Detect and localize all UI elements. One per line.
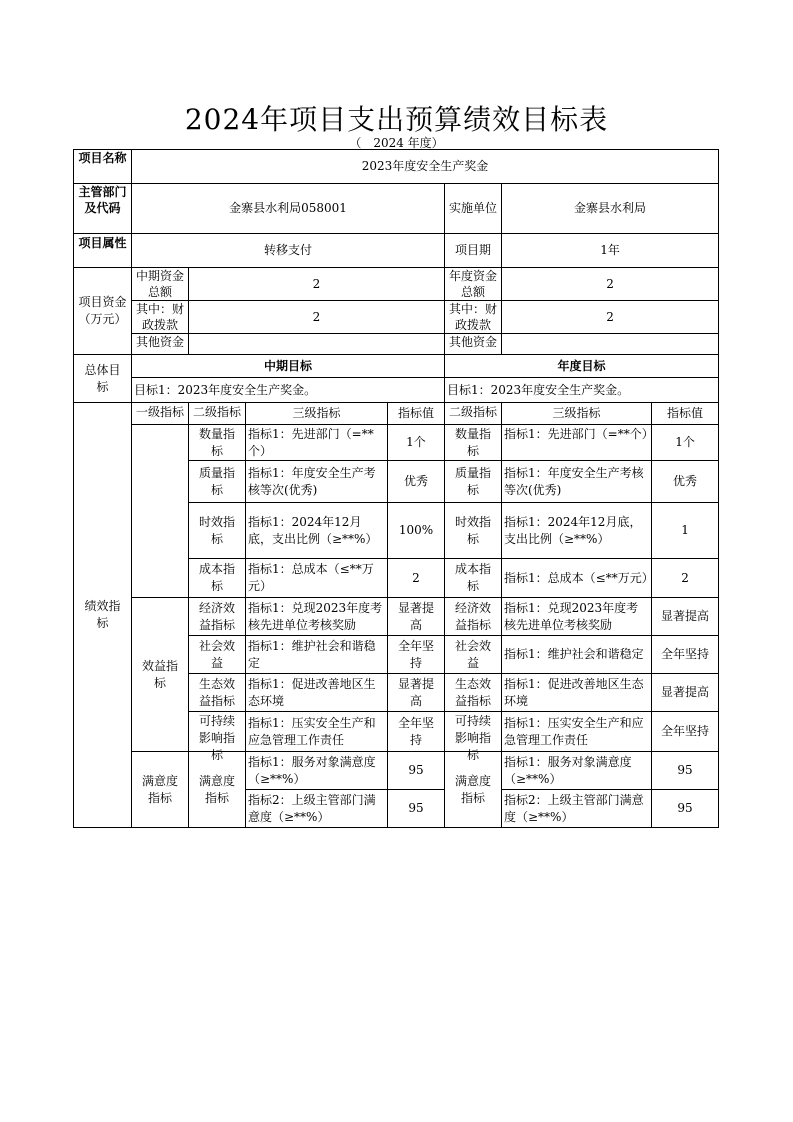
annual-l2-cell: 质量指标 xyxy=(445,461,502,503)
l2-cell: 数量指标 xyxy=(189,425,246,461)
annual-indicator: 指标1：总成本（≤**万元） xyxy=(502,559,652,598)
annual-other-value xyxy=(502,334,719,355)
period-label: 项目期 xyxy=(445,234,502,268)
h-level2-annual: 二级指标 xyxy=(445,403,502,425)
annual-l2-cell: 生态效益指标 xyxy=(445,674,502,712)
h-level1: 一级指标 xyxy=(132,403,189,425)
annual-indicator: 指标1：兑现2023年度考核先进单位考核奖励 xyxy=(502,598,652,636)
mid-value: 全年坚持 xyxy=(388,712,445,752)
annual-value: 1个 xyxy=(652,425,719,461)
cat-output xyxy=(132,425,189,598)
l2-cell: 质量指标 xyxy=(189,461,246,503)
annual-value: 显著提高 xyxy=(652,674,719,712)
attr-value: 转移支付 xyxy=(132,234,445,268)
mid-total-value: 2 xyxy=(189,268,445,301)
funds-label: 项目资金（万元） xyxy=(74,268,132,355)
mid-goal-header: 中期目标 xyxy=(132,355,445,378)
mid-indicator: 指标1：2024年12月底，支出比例（≥**%） xyxy=(246,503,388,559)
page-title: 2024年项目支出预算绩效目标表 xyxy=(184,103,609,136)
l2-cell: 时效指标 xyxy=(189,503,246,559)
annual-l2-cell: 数量指标 xyxy=(445,425,502,461)
annual-value: 全年坚持 xyxy=(652,712,719,752)
mid-fiscal-label: 其中：财政拨款 xyxy=(132,301,189,334)
annual-indicator: 指标1：先进部门（=**个） xyxy=(502,425,652,461)
mid-other-label: 其他资金 xyxy=(132,334,189,355)
mid-value: 显著提高 xyxy=(388,598,445,636)
mid-value: 全年坚持 xyxy=(388,636,445,674)
cat-satisfaction: 满意度指标 xyxy=(132,752,189,828)
annual-l2-cell: 经济效益指标 xyxy=(445,598,502,636)
mid-indicator: 指标1：先进部门（=**个） xyxy=(246,425,388,461)
mid-value: 显著提高 xyxy=(388,674,445,712)
project-name-label: 项目名称 xyxy=(74,150,132,184)
annual-l2-cell: 时效指标 xyxy=(445,503,502,559)
l2-cell: 社会效益 xyxy=(189,636,246,674)
annual-goal-header: 年度目标 xyxy=(445,355,719,378)
mid-indicator: 指标1：总成本（≤**万元） xyxy=(246,559,388,598)
annual-indicator: 指标1：维护社会和谐稳定 xyxy=(502,636,652,674)
annual-value: 显著提高 xyxy=(652,598,719,636)
annual-other-label: 其他资金 xyxy=(445,334,502,355)
mid-indicator: 指标1：兑现2023年度考核先进单位考核奖励 xyxy=(246,598,388,636)
annual-indicator: 指标1：2024年12月底，支出比例（≥**%） xyxy=(502,503,652,559)
h-value-mid: 指标值 xyxy=(388,403,445,425)
annual-fiscal-value: 2 xyxy=(502,301,719,334)
impl-value: 金寨县水利局 xyxy=(502,184,719,234)
dept-label: 主管部门及代码 xyxy=(74,184,132,234)
h-value-annual: 指标值 xyxy=(652,403,719,425)
annual-total-label: 年度资金总额 xyxy=(445,268,502,301)
budget-performance-grid xyxy=(73,149,719,828)
mid-value: 95 xyxy=(388,752,445,790)
mid-other-value xyxy=(189,334,445,355)
annual-value: 95 xyxy=(652,790,719,828)
mid-indicator: 指标1：压实安全生产和应急管理工作责任 xyxy=(246,712,388,752)
h-level3-annual: 三级指标 xyxy=(502,403,652,425)
mid-value: 1个 xyxy=(388,425,445,461)
attr-label: 项目属性 xyxy=(74,234,132,268)
mid-indicator: 指标1：维护社会和谐稳定 xyxy=(246,636,388,674)
l2-cell: 生态效益指标 xyxy=(189,674,246,712)
annual-l2-cell: 成本指标 xyxy=(445,559,502,598)
period-value: 1年 xyxy=(502,234,719,268)
annual-value: 2 xyxy=(652,559,719,598)
annual-value: 1 xyxy=(652,503,719,559)
mid-value: 100% xyxy=(388,503,445,559)
mid-total-label: 中期资金总额 xyxy=(132,268,189,301)
cat-benefit: 效益指标 xyxy=(132,598,189,752)
annual-value: 全年坚持 xyxy=(652,636,719,674)
mid-indicator: 指标2：上级主管部门满意度（≥**%） xyxy=(246,790,388,828)
overall-label: 总体目标 xyxy=(74,355,132,403)
l2-cell: 经济效益指标 xyxy=(189,598,246,636)
l2-cell: 可持续影响指标 xyxy=(189,712,246,752)
annual-total-value: 2 xyxy=(502,268,719,301)
dept-value: 金寨县水利局058001 xyxy=(132,184,445,234)
project-name-value: 2023年度安全生产奖金 xyxy=(132,150,719,184)
mid-indicator: 指标1：促进改善地区生态环境 xyxy=(246,674,388,712)
annual-l2-cell: 可持续影响指标 xyxy=(445,712,502,752)
annual-indicator: 指标1：年度安全生产考核等次(优秀) xyxy=(502,461,652,503)
annual-indicator: 指标1：促进改善地区生态环境 xyxy=(502,674,652,712)
annual-value: 95 xyxy=(652,752,719,790)
l2-cell: 满意度指标 xyxy=(189,752,246,828)
mid-goal-text: 目标1：2023年度安全生产奖金。 xyxy=(132,378,445,403)
page-subtitle: （ 2024 年度） xyxy=(349,136,444,150)
mid-value: 2 xyxy=(388,559,445,598)
impl-label: 实施单位 xyxy=(445,184,502,234)
annual-fiscal-label: 其中：财政拨款 xyxy=(445,301,502,334)
annual-indicator: 指标2：上级主管部门满意度（≥**%） xyxy=(502,790,652,828)
h-level3-mid: 三级指标 xyxy=(246,403,388,425)
mid-indicator: 指标1：年度安全生产考核等次(优秀) xyxy=(246,461,388,503)
annual-goal-text: 目标1：2023年度安全生产奖金。 xyxy=(445,378,719,403)
mid-indicator: 指标1：服务对象满意度（≥**%） xyxy=(246,752,388,790)
mid-value: 95 xyxy=(388,790,445,828)
annual-indicator: 指标1：压实安全生产和应急管理工作责任 xyxy=(502,712,652,752)
annual-indicator: 指标1：服务对象满意度（≥**%） xyxy=(502,752,652,790)
annual-value: 优秀 xyxy=(652,461,719,503)
mid-value: 优秀 xyxy=(388,461,445,503)
perf-label: 绩效指标 xyxy=(74,403,132,828)
mid-fiscal-value: 2 xyxy=(189,301,445,334)
h-level2-mid: 二级指标 xyxy=(189,403,246,425)
l2-cell: 成本指标 xyxy=(189,559,246,598)
annual-l2-cell: 社会效益 xyxy=(445,636,502,674)
annual-l2-cell: 满意度指标 xyxy=(445,752,502,828)
